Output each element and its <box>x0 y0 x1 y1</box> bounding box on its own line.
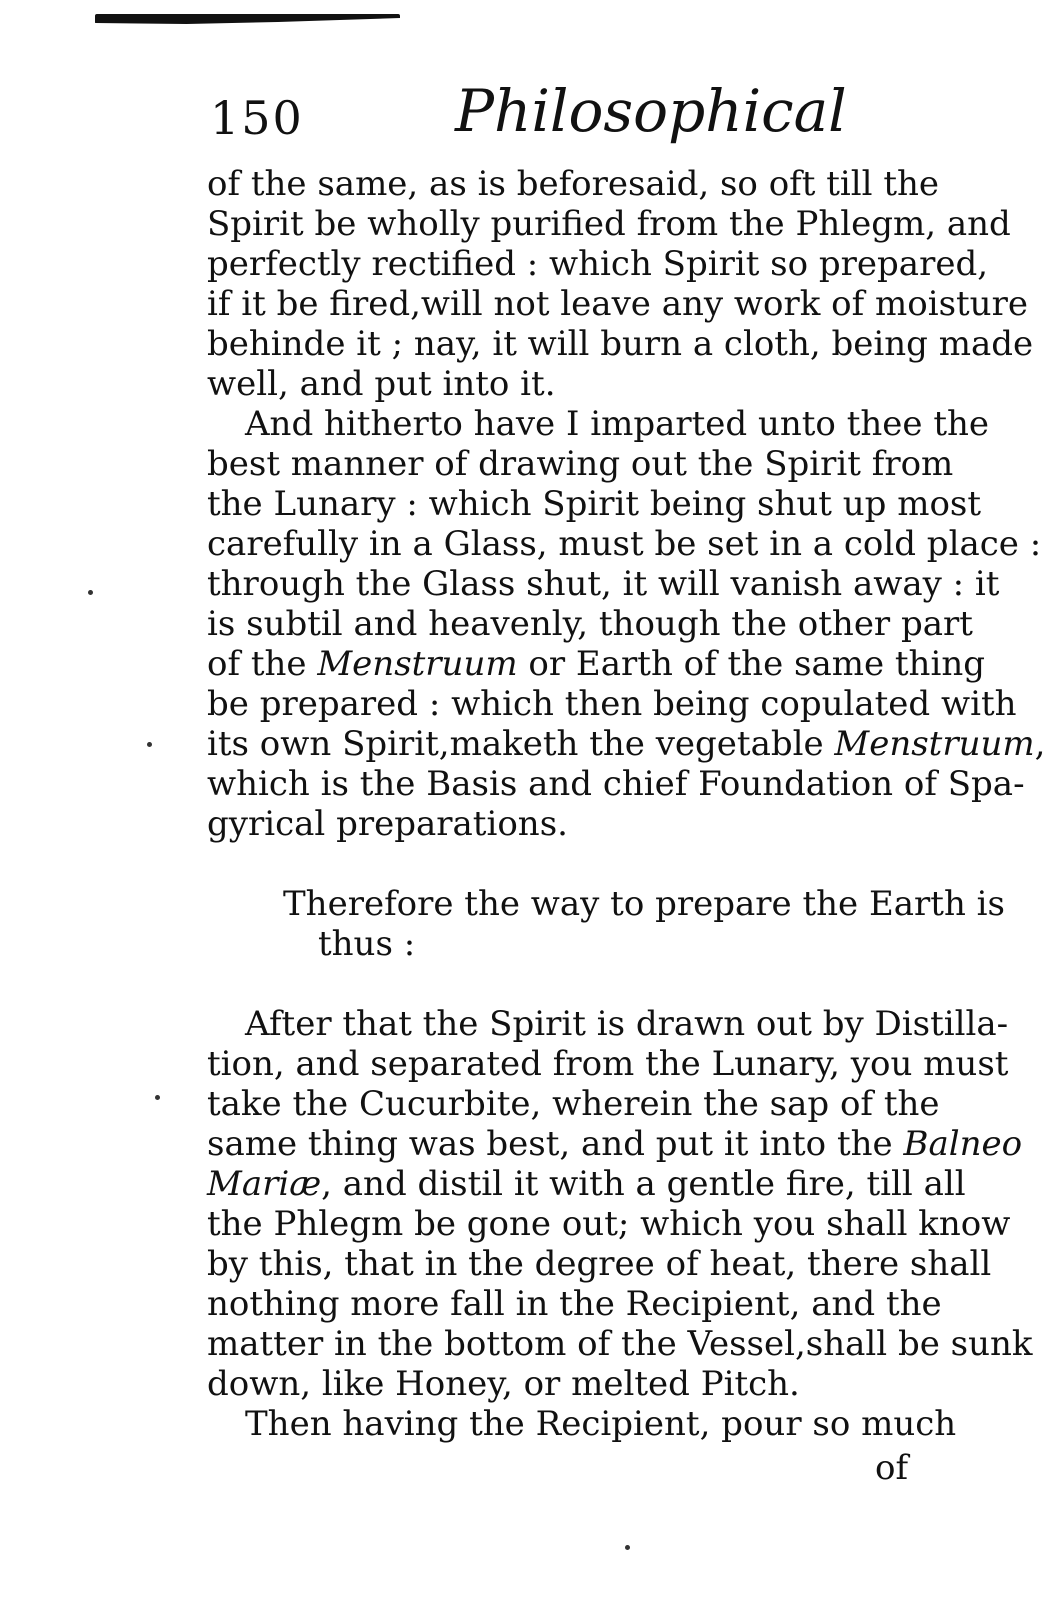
text-line: its own Spirit,maketh the vegetable Menstruum, <box>207 724 1045 764</box>
text-line: Mariæ, and distil it with a gentle fire, till all <box>207 1164 966 1204</box>
section-heading-line: thus : <box>318 924 416 964</box>
text-line: which is the Basis and chief Foundation of Spa- <box>207 764 1025 804</box>
text-line: carefully in a Glass, must be set in a cold place : <box>207 524 1042 564</box>
text-line: of the same, as is beforesaid, so oft till the <box>207 164 940 204</box>
text-line: tion, and separated from the Lunary, you must <box>207 1044 1009 1084</box>
text-line: be prepared : which then being copulated with <box>207 684 1017 724</box>
running-head: Philosophical <box>455 77 847 145</box>
print-speck <box>625 1545 630 1550</box>
print-speck <box>147 742 152 747</box>
text-line: the Lunary : which Spirit being shut up most <box>207 484 982 524</box>
text-line: the Phlegm be gone out; which you shall know <box>207 1204 1011 1244</box>
text-line: matter in the bottom of the Vessel,shall be sunk <box>207 1324 1033 1364</box>
paragraph-first-line: After that the Spirit is drawn out by Distilla- <box>245 1004 1009 1044</box>
text-line: by this, that in the degree of heat, there shall <box>207 1244 992 1284</box>
text-line: of the Menstruum or Earth of the same thing <box>207 644 985 684</box>
text-line: take the Cucurbite, wherein the sap of the <box>207 1084 940 1124</box>
text-line: if it be fired,will not leave any work of moisture <box>207 284 1028 324</box>
print-speck <box>88 590 93 595</box>
catchword: of <box>875 1448 909 1488</box>
text-line: nothing more fall in the Recipient, and the <box>207 1284 942 1324</box>
text-line: Spirit be wholly purified from the Phlegm, and <box>207 204 1011 244</box>
text-line: best manner of drawing out the Spirit from <box>207 444 954 484</box>
text-line: same thing was best, and put it into the Balneo <box>207 1124 1023 1164</box>
text-line: down, like Honey, or melted Pitch. <box>207 1364 800 1404</box>
text-line: perfectly rectified : which Spirit so prepared, <box>207 244 989 284</box>
paragraph-first-line: Then having the Recipient, pour so much <box>245 1404 957 1444</box>
text-line: is subtil and heavenly, though the other part <box>207 604 973 644</box>
page-number: 150 <box>210 91 304 145</box>
print-speck <box>155 1095 160 1100</box>
text-line: behinde it ; nay, it will burn a cloth, being made <box>207 324 1034 364</box>
text-line: gyrical preparations. <box>207 804 568 844</box>
top-ornament-rule <box>95 14 400 24</box>
text-line: through the Glass shut, it will vanish away : it <box>207 564 1000 604</box>
text-line: well, and put into it. <box>207 364 556 404</box>
paragraph-first-line: And hitherto have I imparted unto thee the <box>245 404 989 444</box>
section-heading-line: Therefore the way to prepare the Earth is <box>283 884 1006 924</box>
